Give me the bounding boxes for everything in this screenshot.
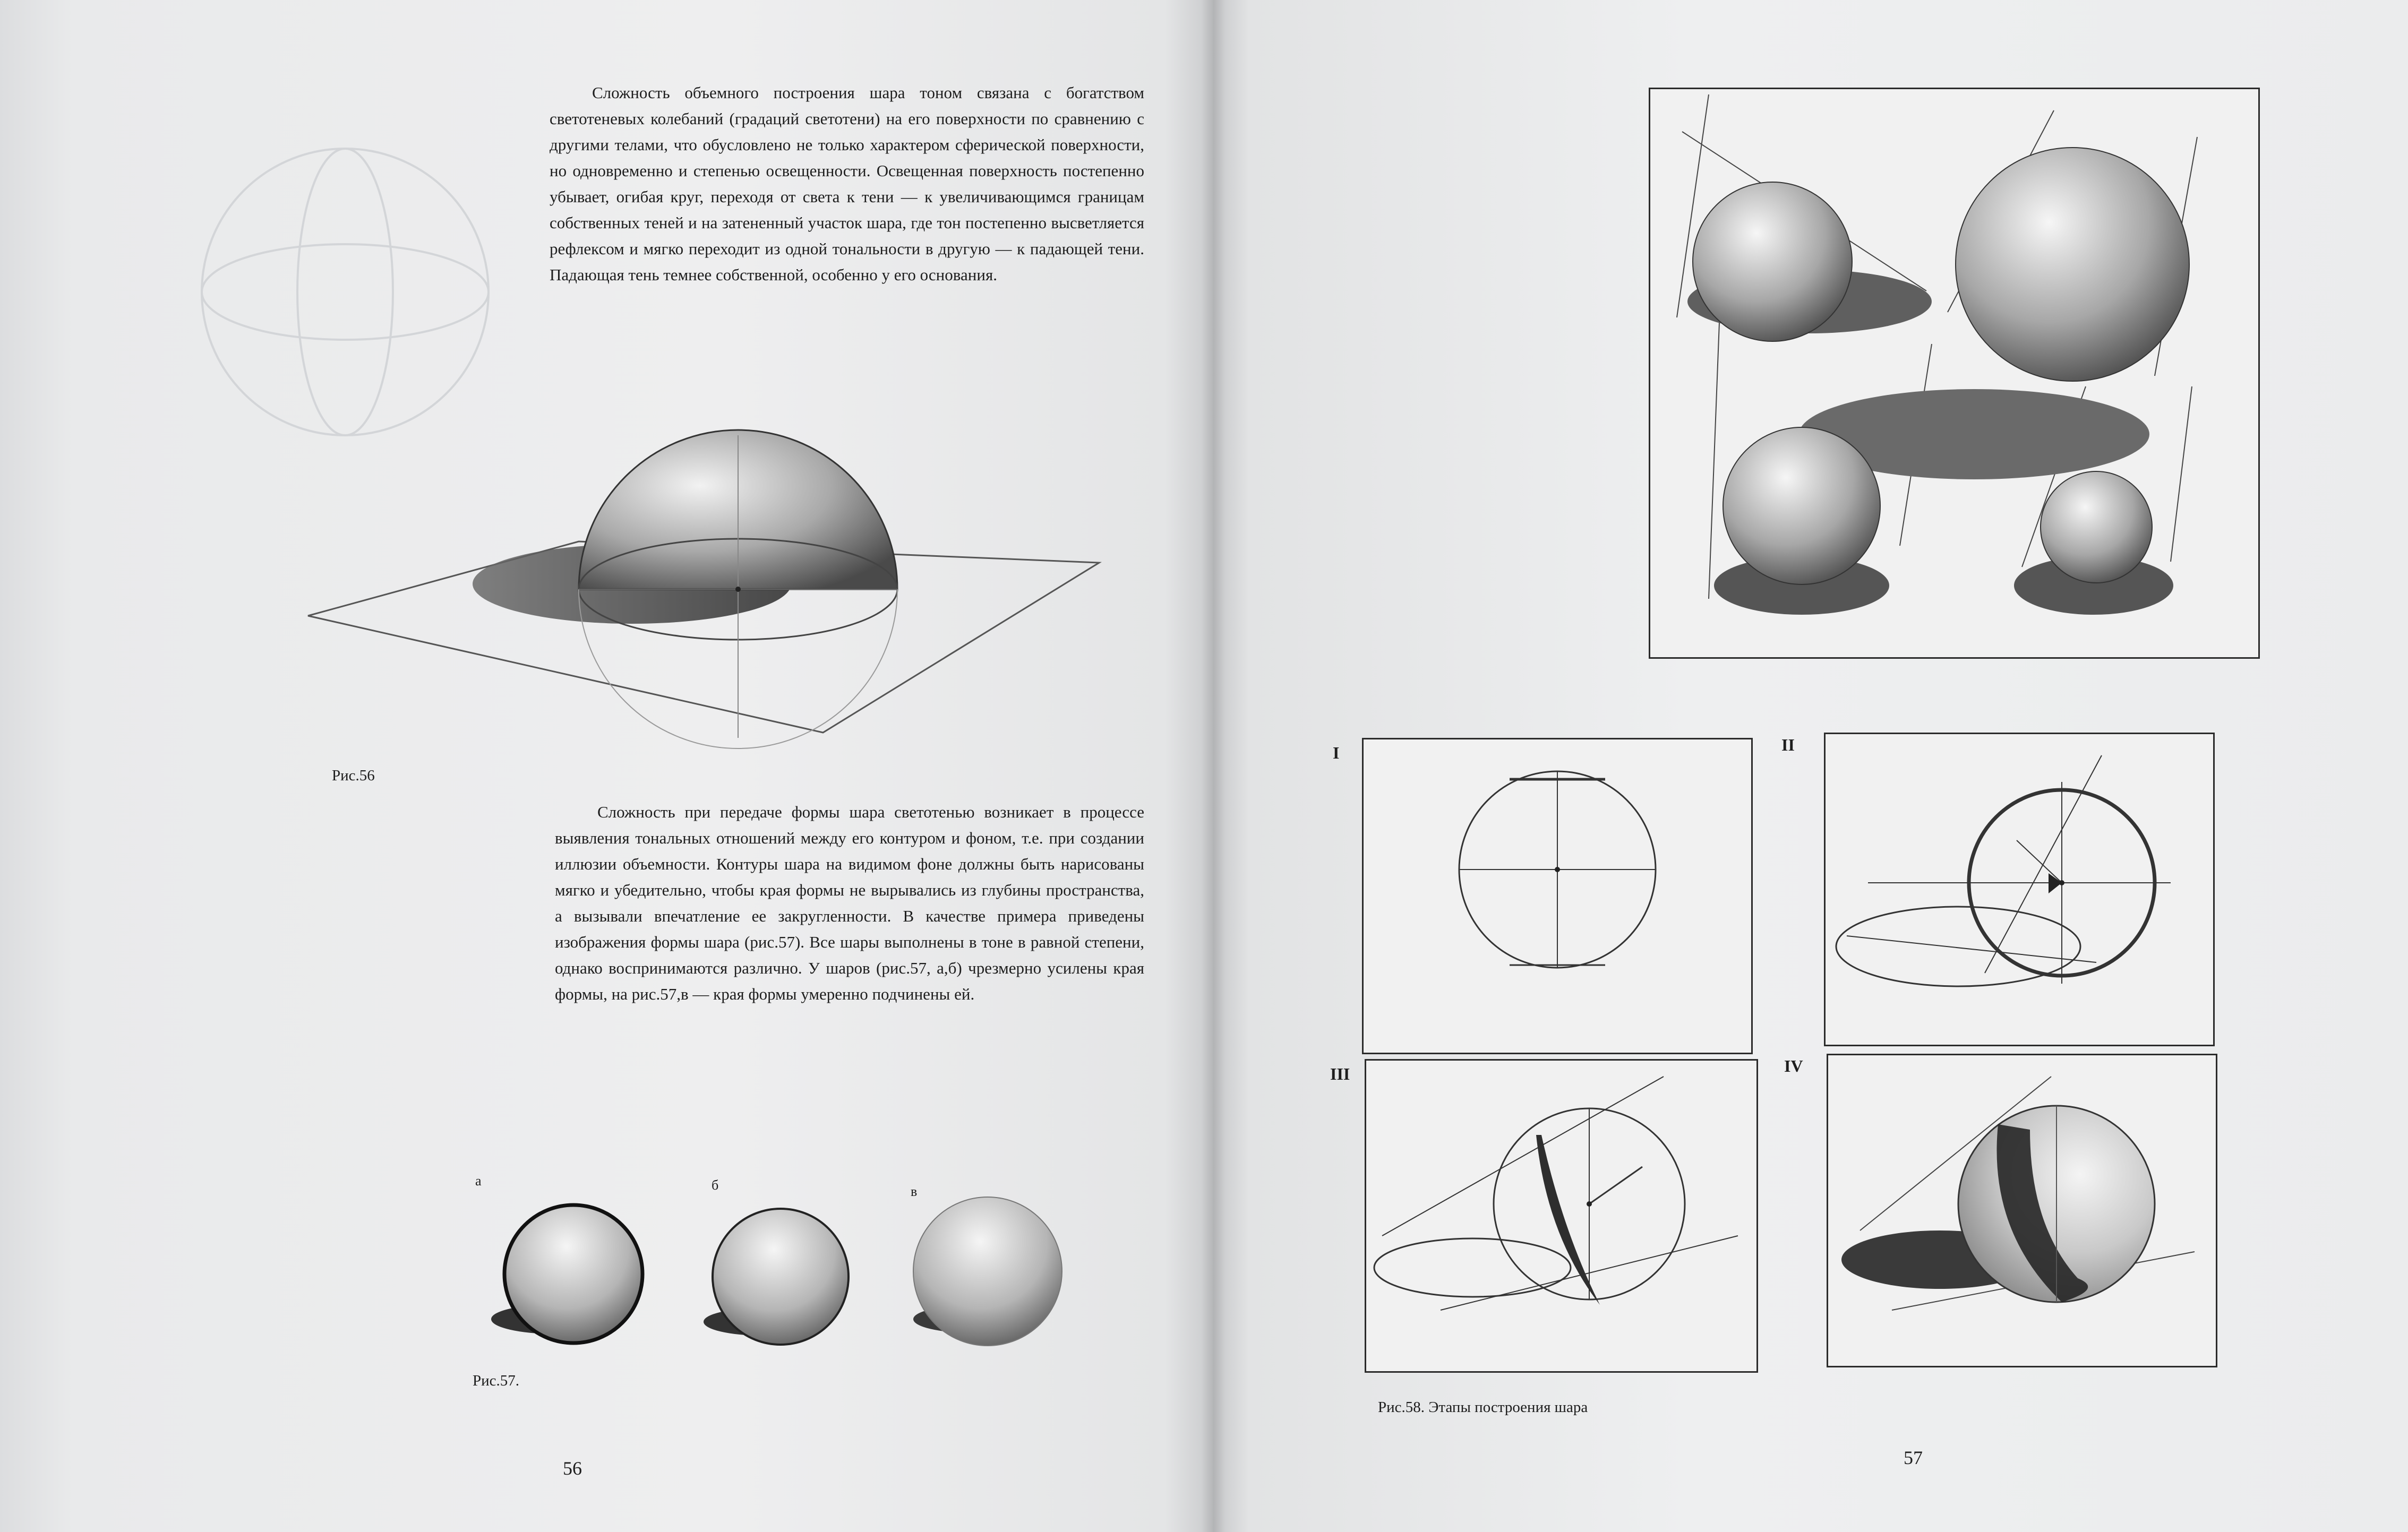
figure-57-caption: Рис.57. [473,1372,520,1389]
stage-label-1: I [1333,743,1340,762]
paragraph-sphere-tone: Сложность объемного построения шара тоном связана с богатством светотеневых колебаний (градаций светотени) на его поверхности по сравнению с другими телами, что обусловлено не только характером сферической поверхности, но одновременно и степенью освещенности. Освещенная поверхность постепенно убывает, огибая круг, переходя от света к тени — к увеличивающимся границам собственных теней и на затененный участок шара, где тон постепенно высветляется рефлексом и мягко переходит из одной тональности в другую — к падающей тени. Падающая тень темнее собственной, особенно у его основания. [550,83,1144,284]
figure-57-label-v: в [911,1184,918,1199]
page-number-left: 56 [563,1458,582,1479]
figure-57-label-b: б [712,1177,719,1193]
figure-57-three-spheres [467,1184,1120,1359]
four-spheres-drawing [1649,88,2260,659]
page-number-right: 57 [1904,1447,1923,1468]
stage-label-4: IV [1784,1056,1803,1075]
stage-4-frame [1827,1054,2217,1367]
figure-56-hemisphere-drawing [303,457,1142,754]
stage-3-frame [1365,1059,1758,1373]
stage-1-frame [1362,738,1753,1054]
stage-label-3: III [1330,1064,1350,1083]
paragraph-sphere-contour: Сложность при передаче формы шара светотенью возникает в процессе выявления тональных отношений между его контуром и фоном, т.е. при создании иллюзии объемности. Контуры шара на видимом фоне должны быть нарисованы мягко и убедительно, чтобы края формы не вырывались из глубины пространства, а вызывали впечатление ее закругленности. В качестве примера приведены изображения формы шара (рис.57). Все шары выполнены в тоне в равной степени, однако воспринимаются различно. У шаров (рис.57, а,б) чрезмерно усилены края формы, на рис.57,в — края формы умеренно подчинены ей. [555,803,1144,1003]
right-page [1213,0,2408,1532]
stage-2-frame [1824,733,2215,1046]
figure-56-caption: Рис.56 [332,767,375,784]
book-gutter [1201,0,1226,1532]
stage-label-2: II [1781,735,1795,754]
show-through-ghost [196,143,494,462]
figure-58-caption: Рис.58. Этапы построения шара [1378,1399,1588,1416]
figure-57-label-a: а [475,1173,482,1189]
